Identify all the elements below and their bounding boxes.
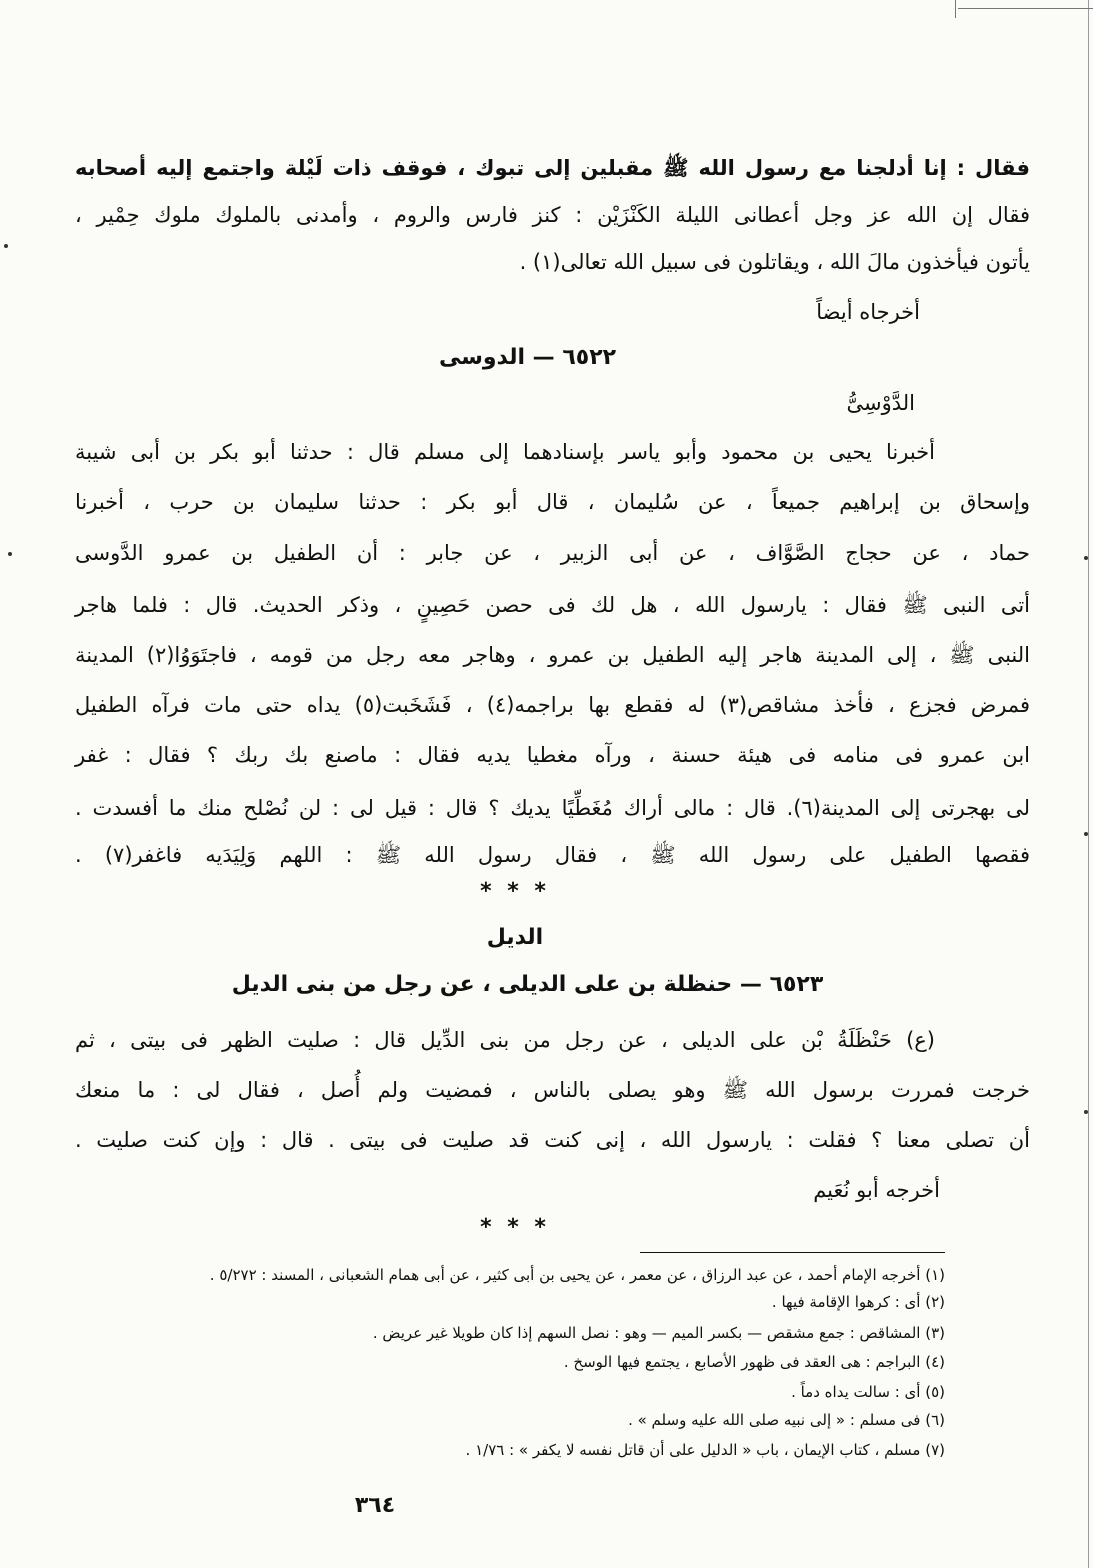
footnote: (٥) أى : سالت يداه دماً . [791, 1383, 945, 1401]
body-line: النبى ﷺ ، إلى المدينة هاجر إليه الطفيل بن عمرو ، وهاجر معه رجل من قومه ، فاجتَوَوُا(٢) المدينة [75, 643, 1030, 667]
body-line: ابن عمرو فى منامه فى هيئة حسنة ، ورآه مغطيا يديه فقال : ماصنع بك ربك ؟ فقال : غفر [75, 743, 1030, 767]
body-line: فقال : إنا أدلجنا مع رسول الله ﷺ مقبلين إلى تبوك ، فوقف ذات لَيْلة واجتمع إليه أصحابه [75, 156, 1030, 180]
source-citation: أخرجه أبو نُعَيم [813, 1178, 940, 1202]
footnote-divider [640, 1252, 945, 1253]
entry-name: الدَّوْسِىُّ [846, 391, 915, 415]
body-line: وإسحاق بن إبراهيم جميعاً ، عن سُليمان ، قال أبو بكر : حدثنا سليمان بن حرب ، أخبرنا [75, 490, 1030, 514]
scan-mark [1084, 832, 1088, 836]
body-line: أتى النبى ﷺ فقال : يارسول الله ، هل لك فى حصن حَصِينٍ ، وذكر الحديث. قال : فلما هاجر [75, 593, 1030, 617]
footnote: (٧) مسلم ، كتاب الإيمان ، باب « الدليل على أن قاتل نفسه لا يكفر » : ١/٧٦ . [465, 1441, 945, 1459]
scan-mark [4, 244, 8, 248]
scan-mark [1084, 556, 1088, 560]
body-line: خرجت فمررت برسول الله ﷺ وهو يصلى بالناس ، فمضيت ولم أُصل ، فقال لى : ما منعك [75, 1078, 1030, 1102]
body-line: فمرض فجزع ، فأخذ مشاقص(٣) له فقطع بها براجمه(٤) ، فَشَخَبت(٥) يداه حتى مات فرآه الطفيل [75, 693, 1030, 717]
body-line: فقصها الطفيل على رسول الله ﷺ ، فقال رسول الله ﷺ : اللهم وَلِيَدَيه فاغفر(٧) . [75, 843, 1030, 867]
scan-border-top [958, 8, 1093, 9]
footnote: (٢) أى : كرهوا الإقامة فيها . [771, 1293, 945, 1311]
footnote: (١) أخرجه الإمام أحمد ، عن عبد الرزاق ، عن معمر ، عن يحيى بن أبى كثير ، عن أبى همام الشعبانى ، المسند : ٥/٢٧٢ . [209, 1266, 945, 1284]
body-line: يأتون فيأخذون مالَ الله ، ويقاتلون فى سبيل الله تعالى(١) . [519, 250, 1030, 274]
body-line: (ع) حَنْظَلَةُ بْن على الديلى ، عن رجل من بنى الدِّيل قال : صليت الظهر فى بيتى ، ثم [75, 1028, 935, 1052]
footnote: (٣) المشاقص : جمع مشقص — بكسر الميم — وهو : نصل السهم إذا كان طويلا غير عريض . [372, 1324, 945, 1342]
scan-border-right [1088, 0, 1089, 1568]
body-line: فقال إن الله عز وجل أعطانى الليلة الكَنْزَيْن : كنز فارس والروم ، وأمدنى بالملوك ملوك حِمْير ، [75, 203, 1030, 227]
scan-mark [8, 552, 12, 556]
entry-heading: ٦٥٢٣ — حنظلة بن على الديلى ، عن رجل من بنى الديل [231, 972, 824, 997]
footnote: (٦) فى مسلم : « إلى نبيه صلى الله عليه وسلم » . [628, 1411, 945, 1429]
scan-mark [1084, 1110, 1088, 1114]
section-separator: * * * [480, 1215, 550, 1240]
body-line: أن تصلى معنا ؟ فقلت : يارسول الله ، إنى كنت قد صليت فى بيتى . قال : وإن كنت صليت . [75, 1128, 1030, 1152]
section-title: الديل [486, 925, 544, 950]
entry-heading: ٦٥٢٢ — الدوسى [438, 345, 617, 370]
source-citation: أخرجاه أيضاً [816, 300, 920, 324]
footnote: (٤) البراجم : هى العقد فى ظهور الأصابع ، يجتمع فيها الوسخ . [563, 1353, 945, 1371]
page-number: ٣٦٤ [354, 1493, 396, 1518]
scan-tick-mark [955, 0, 956, 18]
body-line: حماد ، عن حجاج الصَّوَّاف ، عن أبى الزبير ، عن جابر : أن الطفيل بن عمرو الدَّوسى [75, 541, 1030, 565]
body-line: أخبرنا يحيى بن محمود وأبو ياسر بإسنادهما إلى مسلم قال : حدثنا أبو بكر بن أبى شيبة [75, 440, 935, 464]
body-line: لى بهجرتى إلى المدينة(٦). قال : مالى أراك مُغَطِّيًا يديك ؟ قال : قيل لى : لن نُصْلح منك ما أفسدت . [75, 796, 1030, 820]
section-separator: * * * [480, 879, 550, 904]
